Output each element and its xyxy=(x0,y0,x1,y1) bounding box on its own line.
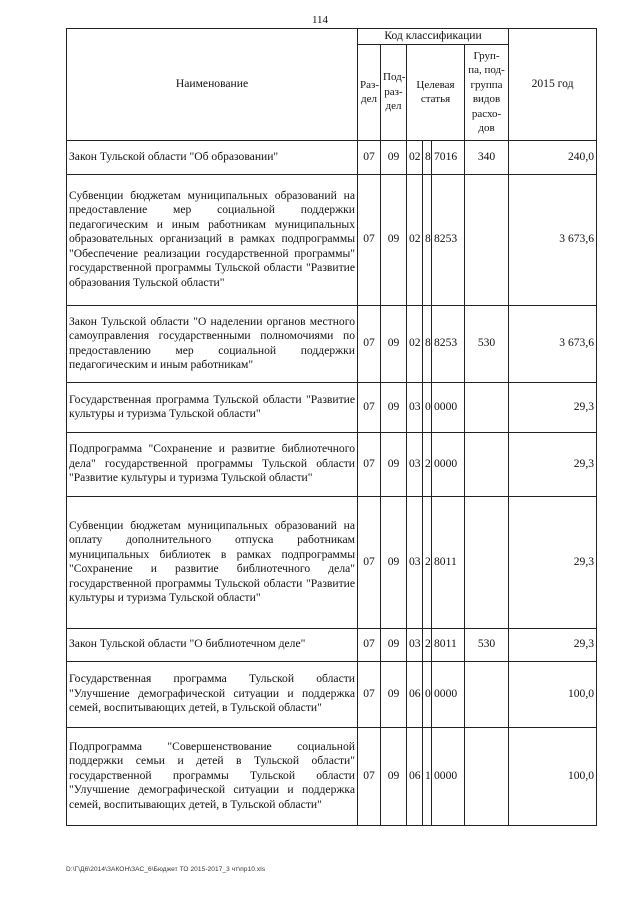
row-name: Закон Тульской области "Об образовании" xyxy=(67,140,358,174)
row-amount: 3 673,6 xyxy=(509,174,597,305)
row-podrazdel: 09 xyxy=(381,382,407,432)
row-cs2: 2 xyxy=(423,628,432,661)
row-cs1: 06 xyxy=(407,661,423,727)
row-cs3: 0000 xyxy=(432,432,465,496)
header-year: 2015 год xyxy=(509,29,597,141)
row-cs2: 2 xyxy=(423,496,432,628)
row-cs2: 1 xyxy=(423,727,432,825)
row-vid xyxy=(465,496,509,628)
row-podrazdel: 09 xyxy=(381,727,407,825)
row-cs1: 03 xyxy=(407,496,423,628)
row-podrazdel: 09 xyxy=(381,661,407,727)
header-code: Код классификации xyxy=(358,29,509,45)
row-podrazdel: 09 xyxy=(381,496,407,628)
row-cs2: 8 xyxy=(423,174,432,305)
row-razdel: 07 xyxy=(358,305,381,382)
row-amount: 29,3 xyxy=(509,496,597,628)
file-path-footer: D:\Г\Д6\2014\ЗАКОН\ЗАС_6\Бюджет ТО 2015-2017_3 чт\пр10.xls xyxy=(66,866,266,873)
header-group: Груп-па, под-группа видов расхо-дов xyxy=(465,44,509,140)
row-cs3: 8011 xyxy=(432,628,465,661)
header-target: Целевая статья xyxy=(407,44,465,140)
row-amount: 3 673,6 xyxy=(509,305,597,382)
row-amount: 29,3 xyxy=(509,432,597,496)
row-amount: 240,0 xyxy=(509,140,597,174)
row-razdel: 07 xyxy=(358,496,381,628)
row-cs3: 8253 xyxy=(432,305,465,382)
budget-table xyxy=(66,28,597,826)
row-razdel: 07 xyxy=(358,174,381,305)
row-cs3: 0000 xyxy=(432,727,465,825)
row-vid: 530 xyxy=(465,628,509,661)
header-section: Раз-дел xyxy=(358,44,381,140)
row-razdel: 07 xyxy=(358,432,381,496)
row-cs1: 06 xyxy=(407,727,423,825)
row-name: Государственная программа Тульской области "Улучшение демографической ситуации и поддержка семей, воспитывающих детей, в Тульской области" xyxy=(67,661,358,727)
row-cs1: 02 xyxy=(407,305,423,382)
row-name: Закон Тульской области "О наделении органов местного самоуправления государственными полномочиями по предоставлению мер социальной поддержки педагогическим и иным работникам" xyxy=(67,305,358,382)
table-row xyxy=(67,496,597,628)
row-podrazdel: 09 xyxy=(381,628,407,661)
row-name: Подпрограмма "Совершенствование социальной поддержки семьи и детей в Тульской области" государственной программы Тульской области "Улучшение демографической ситуации и поддержка семей, воспитывающих детей, в Тульской области" xyxy=(67,727,358,825)
row-razdel: 07 xyxy=(358,727,381,825)
row-razdel: 07 xyxy=(358,140,381,174)
row-name: Субвенции бюджетам муниципальных образований на предоставление мер социальной поддержки педагогическим и иным работникам муниципальных образовательных организаций в рамках подпрограммы "Обеспечение реализации государственной программы" государственной программы Тульской области "Развитие образования Тульской области" xyxy=(67,174,358,305)
row-vid xyxy=(465,432,509,496)
row-vid xyxy=(465,661,509,727)
row-cs3: 0000 xyxy=(432,661,465,727)
row-name: Подпрограмма "Сохранение и развитие библиотечного дела" государственной программы Тульской области "Развитие культуры и туризма Тульской области" xyxy=(67,432,358,496)
row-razdel: 07 xyxy=(358,382,381,432)
row-vid xyxy=(465,174,509,305)
row-amount: 100,0 xyxy=(509,661,597,727)
row-cs1: 03 xyxy=(407,628,423,661)
row-cs1: 02 xyxy=(407,174,423,305)
table-row xyxy=(67,382,597,432)
header-name: Наименование xyxy=(67,29,358,141)
row-podrazdel: 09 xyxy=(381,432,407,496)
row-cs2: 0 xyxy=(423,382,432,432)
row-vid xyxy=(465,382,509,432)
row-cs2: 8 xyxy=(423,305,432,382)
row-cs1: 02 xyxy=(407,140,423,174)
row-amount: 100,0 xyxy=(509,727,597,825)
table-row xyxy=(67,305,597,382)
page-number: 114 xyxy=(311,14,329,26)
row-vid xyxy=(465,727,509,825)
table-row xyxy=(67,628,597,661)
table-row xyxy=(67,661,597,727)
row-razdel: 07 xyxy=(358,661,381,727)
row-podrazdel: 09 xyxy=(381,174,407,305)
row-cs1: 03 xyxy=(407,382,423,432)
table-row xyxy=(67,727,597,825)
row-cs3: 7016 xyxy=(432,140,465,174)
row-cs2: 8 xyxy=(423,140,432,174)
row-podrazdel: 09 xyxy=(381,305,407,382)
row-name: Закон Тульской области "О библиотечном деле" xyxy=(67,628,358,661)
table-row xyxy=(67,174,597,305)
row-cs3: 8011 xyxy=(432,496,465,628)
row-name: Субвенции бюджетам муниципальных образований на оплату дополнительного отпуска работникам муниципальных библиотек в рамках подпрограммы "Сохранение и развитие библиотечного дела" государственной программы Тульской области "Развитие культуры и туризма Тульской области" xyxy=(67,496,358,628)
row-amount: 29,3 xyxy=(509,628,597,661)
row-cs2: 0 xyxy=(423,661,432,727)
table-row xyxy=(67,432,597,496)
row-vid: 530 xyxy=(465,305,509,382)
row-razdel: 07 xyxy=(358,628,381,661)
row-vid: 340 xyxy=(465,140,509,174)
row-name: Государственная программа Тульской области "Развитие культуры и туризма Тульской области" xyxy=(67,382,358,432)
row-podrazdel: 09 xyxy=(381,140,407,174)
row-cs3: 0000 xyxy=(432,382,465,432)
row-cs3: 8253 xyxy=(432,174,465,305)
row-amount: 29,3 xyxy=(509,382,597,432)
header-subsection: Под-раз-дел xyxy=(381,44,407,140)
table-row xyxy=(67,140,597,174)
row-cs1: 03 xyxy=(407,432,423,496)
row-cs2: 2 xyxy=(423,432,432,496)
